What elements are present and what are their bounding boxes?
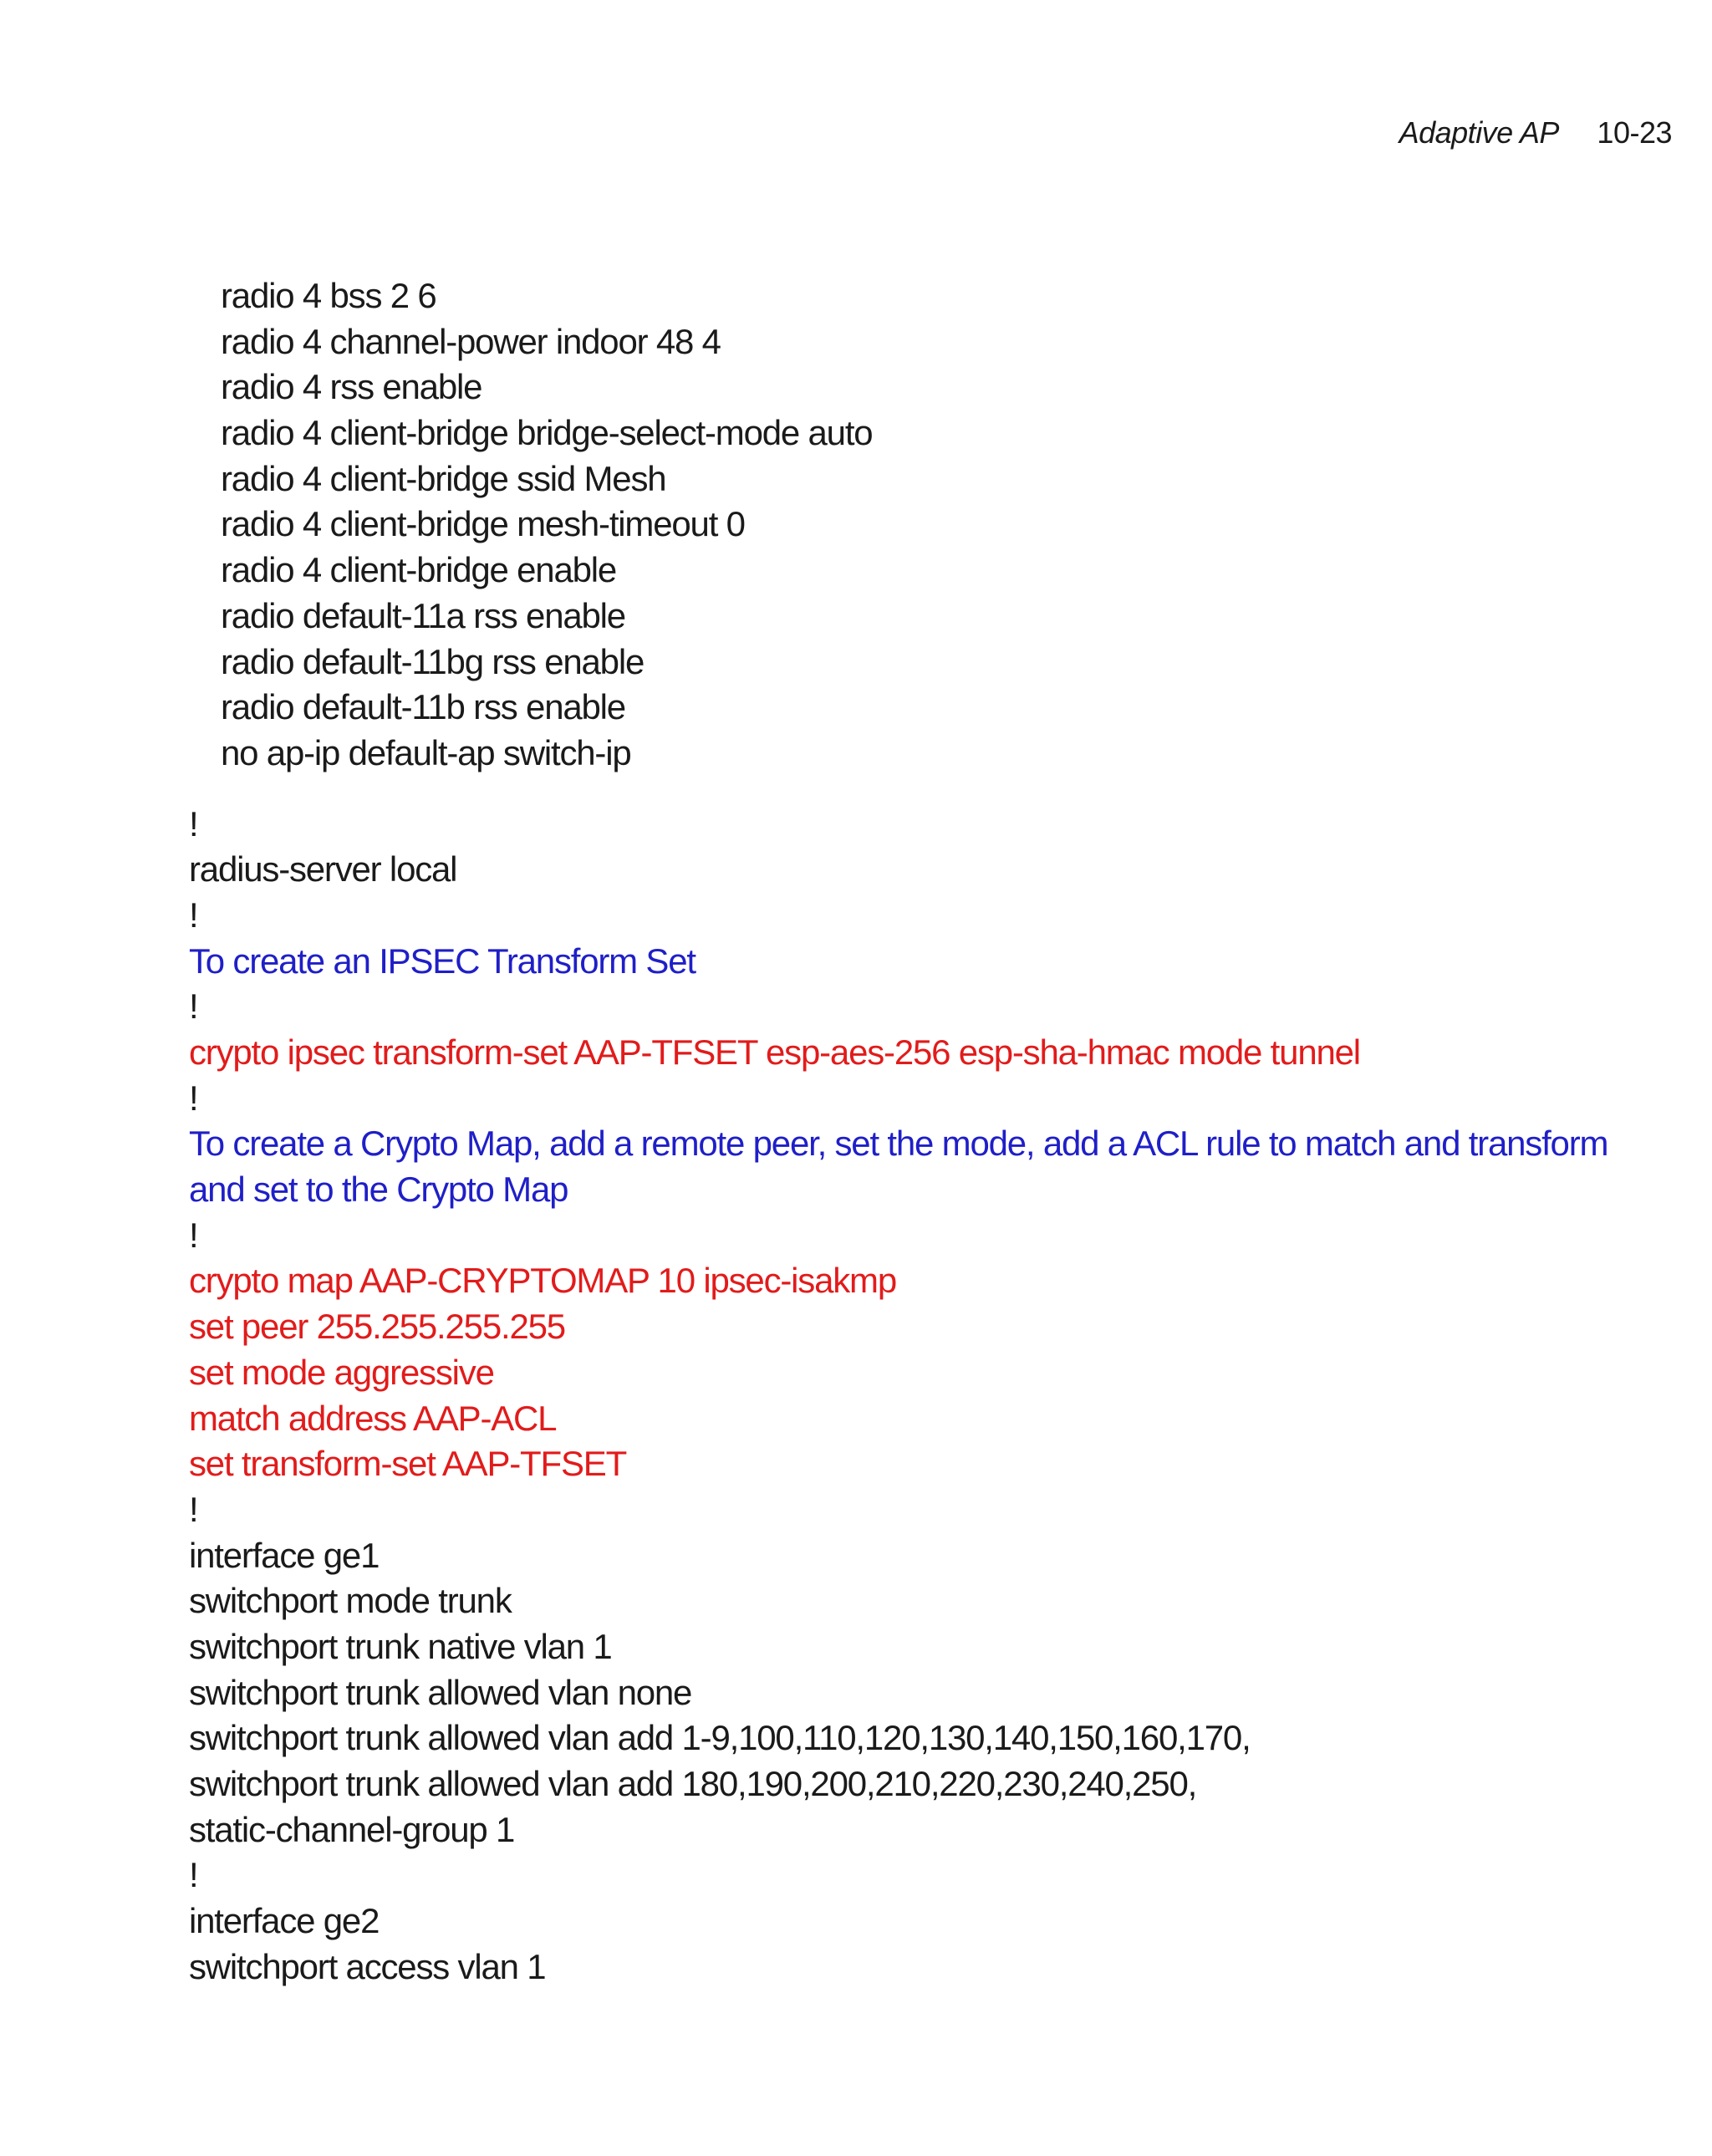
config-listing (189, 273, 1660, 1990)
header-section-title: Adaptive AP (1399, 115, 1559, 150)
config-line: radio 4 client-bridge bridge-select-mode auto (221, 413, 873, 453)
separator-line: ! (189, 1489, 198, 1529)
main-config-block (189, 802, 1660, 1990)
config-line: radio 4 client-bridge enable (221, 550, 617, 590)
highlighted-command-line: set mode aggressive (189, 1352, 494, 1392)
separator-line: ! (189, 895, 198, 935)
highlighted-command-line: crypto map AAP-CRYPTOMAP 10 ipsec-isakmp (189, 1261, 896, 1301)
separator-line: ! (189, 1855, 198, 1895)
config-line: switchport access vlan 1 (189, 1946, 546, 1986)
config-line: static-channel-group 1 (189, 1809, 515, 1849)
config-line: radio default-11a rss enable (221, 595, 625, 635)
config-line: radio 4 channel-power indoor 48 4 (221, 321, 721, 361)
config-line: radio default-11b rss enable (221, 687, 625, 727)
separator-line: ! (189, 803, 198, 844)
config-line: switchport mode trunk (189, 1581, 512, 1621)
config-line: switchport trunk allowed vlan add 1-9,100,110,120,130,140,150,160,170, (189, 1718, 1251, 1758)
config-line: interface ge1 (189, 1535, 380, 1575)
block-spacer (189, 777, 1660, 802)
config-line: interface ge2 (189, 1901, 380, 1941)
config-line: radio 4 bss 2 6 (221, 276, 436, 315)
highlighted-command-line: crypto ipsec transform-set AAP-TFSET esp-aes-256 esp-sha-hmac mode tunnel (189, 1032, 1360, 1072)
highlighted-command-line: match address AAP-ACL (189, 1398, 557, 1438)
header-page-number: 10-23 (1597, 115, 1672, 150)
highlighted-command-line: set peer 255.255.255.255 (189, 1307, 565, 1347)
indented-config-block (189, 273, 1660, 777)
page-header (1399, 115, 1672, 150)
config-line: radio default-11bg rss enable (221, 641, 645, 681)
config-line: radio 4 client-bridge ssid Mesh (221, 458, 666, 498)
config-line: no ap-ip default-ap switch-ip (221, 732, 631, 772)
separator-line: ! (189, 986, 198, 1027)
config-line: switchport trunk allowed vlan none (189, 1672, 692, 1712)
config-line: switchport trunk allowed vlan add 180,190,200,210,220,230,240,250, (189, 1764, 1197, 1804)
config-line: radius-server local (189, 849, 457, 889)
config-line: radio 4 rss enable (221, 367, 482, 407)
config-line: radio 4 client-bridge mesh-timeout 0 (221, 504, 745, 544)
highlighted-command-line: set transform-set AAP-TFSET (189, 1444, 627, 1484)
separator-line: ! (189, 1215, 198, 1255)
config-line: switchport trunk native vlan 1 (189, 1626, 612, 1666)
comment-line: To create an IPSEC Transform Set (189, 940, 696, 981)
separator-line: ! (189, 1078, 198, 1118)
comment-line: To create a Crypto Map, add a remote peer, set the mode, add a ACL rule to match and transform and set to the Crypto Map (189, 1124, 1608, 1210)
